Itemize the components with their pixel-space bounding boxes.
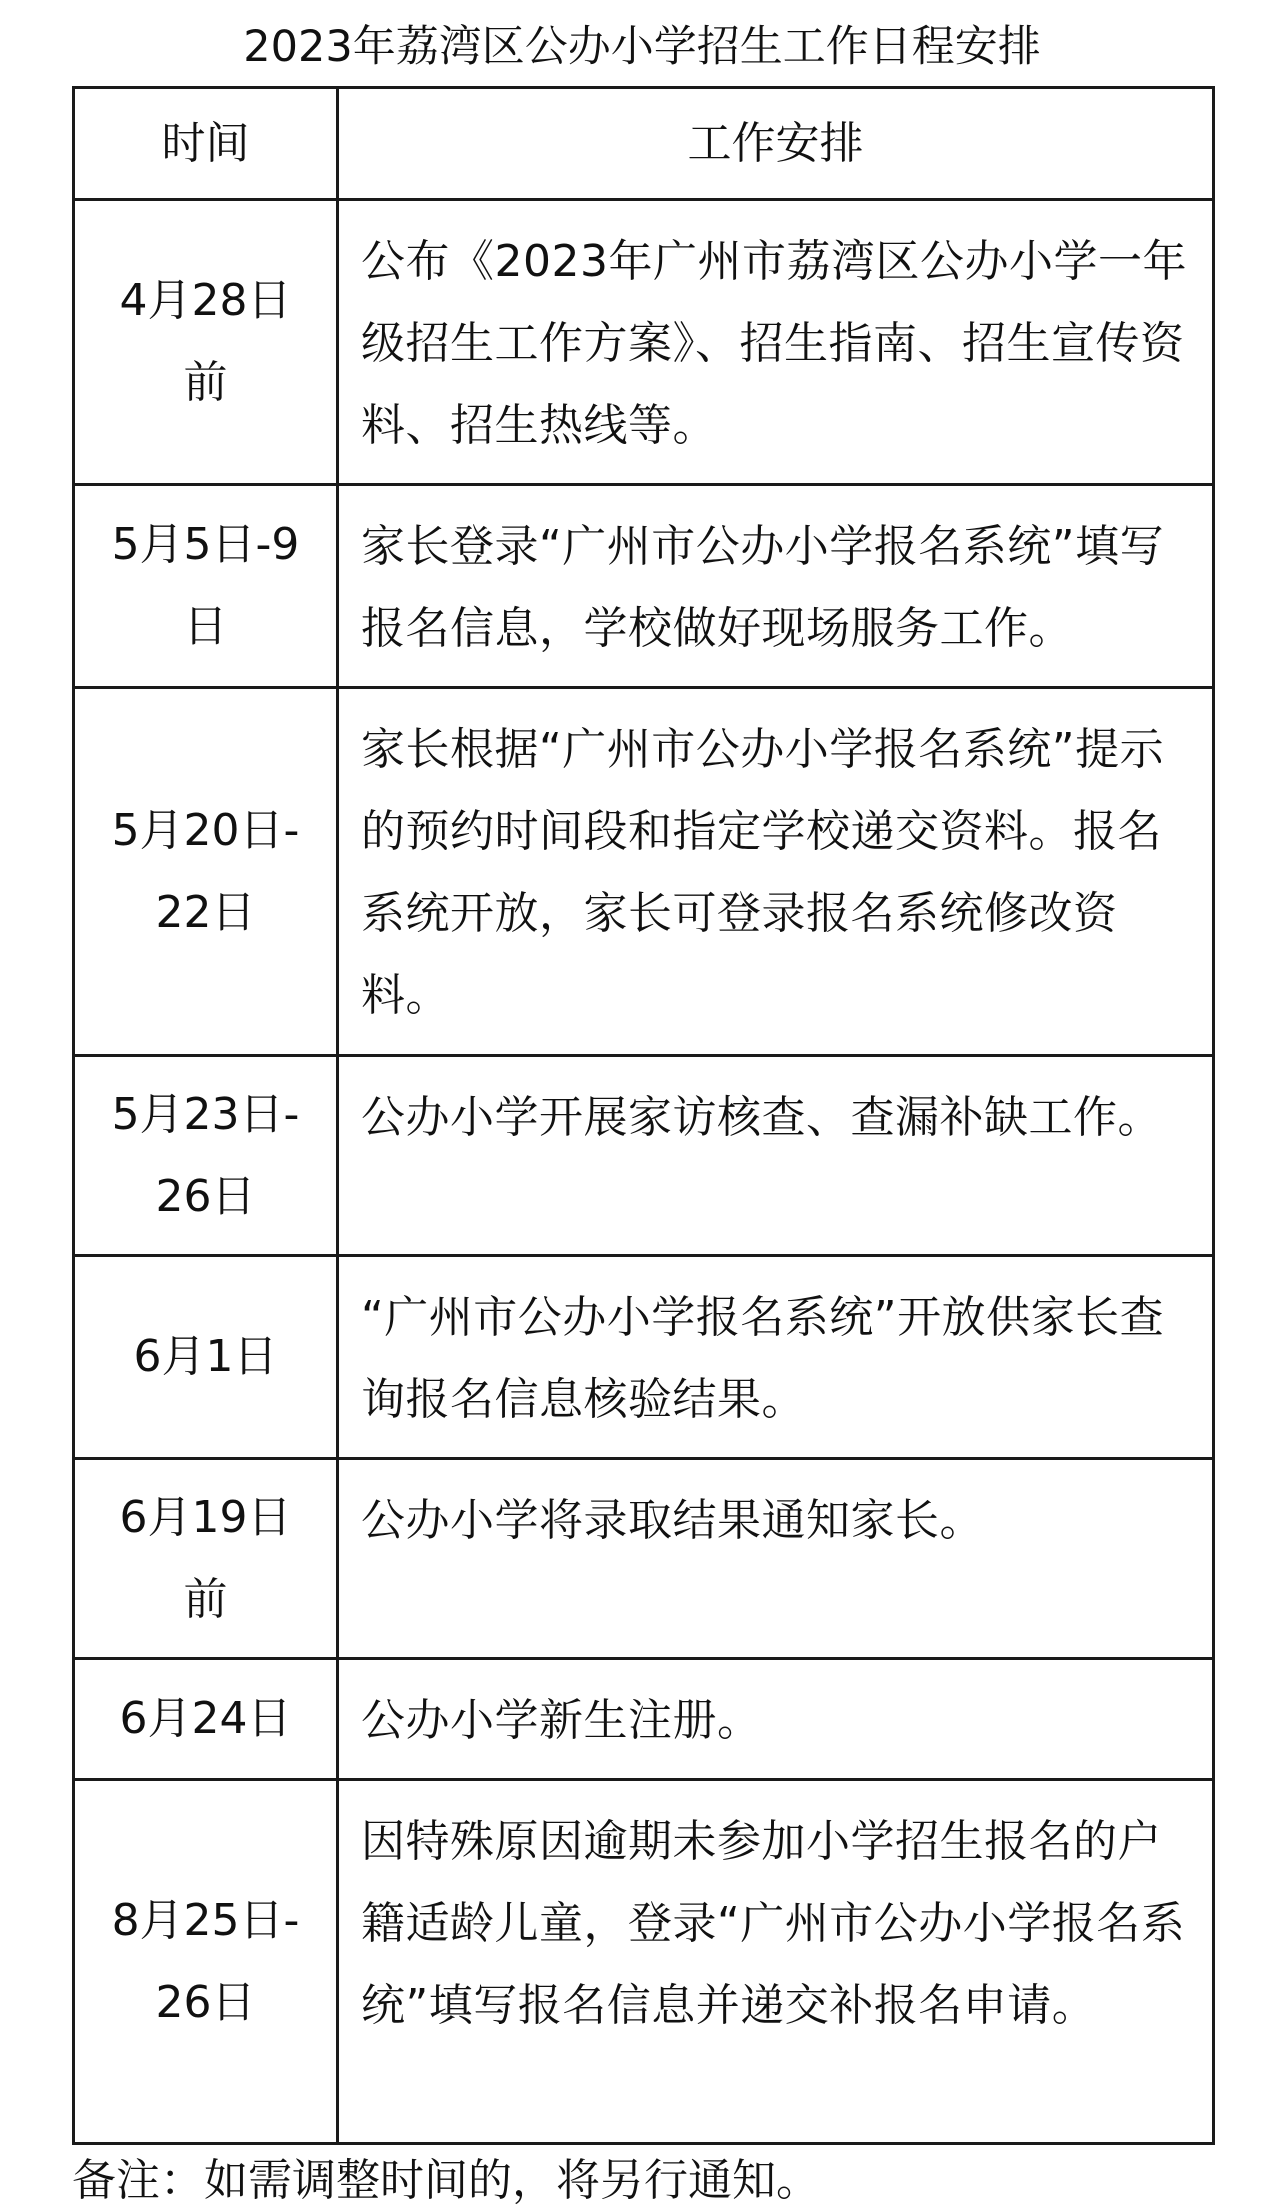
column-header-time: 时间 bbox=[74, 88, 338, 200]
footnote: 备注：如需调整时间的，将另行通知。 bbox=[72, 2155, 820, 2206]
row-work-cell: 因特殊原因逾期未参加小学招生报名的户籍适龄儿童，登录“广州市公办小学报名系统”填写报名信息并递交补报名申请。 bbox=[338, 1780, 1214, 2144]
page-title: 2023年荔湾区公办小学招生工作日程安排 bbox=[243, 22, 1041, 72]
row-work-cell: 公布《2023年广州市荔湾区公办小学一年级招生工作方案》、招生指南、招生宣传资料、招生热线等。 bbox=[338, 200, 1214, 485]
table-row bbox=[74, 1659, 1214, 1780]
column-header-work: 工作安排 bbox=[338, 88, 1214, 200]
row-work-cell: 家长根据“广州市公办小学报名系统”提示的预约时间段和指定学校递交资料。报名系统开放，家长可登录报名系统修改资料。 bbox=[338, 688, 1214, 1056]
row-work-cell: 公办小学开展家访核查、查漏补缺工作。 bbox=[338, 1056, 1214, 1256]
row-work-cell: 公办小学将录取结果通知家长。 bbox=[338, 1459, 1214, 1659]
row-time-cell: 6月24日 bbox=[74, 1659, 338, 1780]
table-row bbox=[74, 688, 1214, 1056]
schedule-table bbox=[72, 86, 1215, 2145]
row-time-cell: 4月28日前 bbox=[74, 200, 338, 485]
row-time-cell: 6月19日前 bbox=[74, 1459, 338, 1659]
table-row bbox=[74, 200, 1214, 485]
row-time-cell: 8月25日-26日 bbox=[74, 1780, 338, 2144]
table-header-row bbox=[74, 88, 1214, 200]
table-row bbox=[74, 1056, 1214, 1256]
row-work-cell: 家长登录“广州市公办小学报名系统”填写报名信息，学校做好现场服务工作。 bbox=[338, 485, 1214, 688]
table-row bbox=[74, 1780, 1214, 2144]
row-time-cell: 5月20日-22日 bbox=[74, 688, 338, 1056]
table-row bbox=[74, 485, 1214, 688]
row-time-cell: 5月23日-26日 bbox=[74, 1056, 338, 1256]
table-row bbox=[74, 1459, 1214, 1659]
row-time-cell: 5月5日-9日 bbox=[74, 485, 338, 688]
row-time-cell: 6月1日 bbox=[74, 1256, 338, 1459]
row-work-cell: 公办小学新生注册。 bbox=[338, 1659, 1214, 1780]
row-work-cell: “广州市公办小学报名系统”开放供家长查询报名信息核验结果。 bbox=[338, 1256, 1214, 1459]
table-row bbox=[74, 1256, 1214, 1459]
